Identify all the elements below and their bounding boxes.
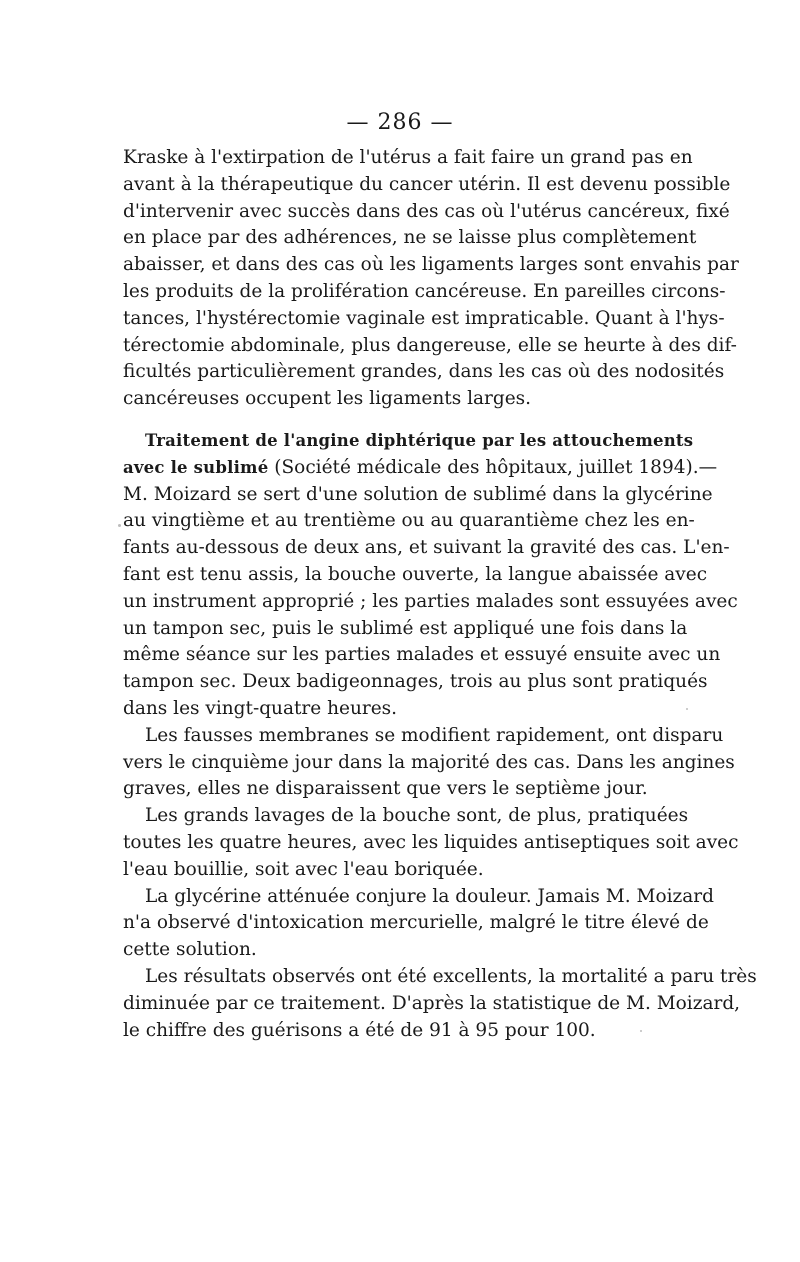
text-line: térectomie abdominale, plus dangereuse, elle se heurte à des dif- bbox=[123, 334, 737, 356]
scan-speck bbox=[640, 1030, 642, 1032]
text-line: Les résultats observés ont été excellents, la mortalité a paru très bbox=[145, 965, 757, 987]
scan-speck bbox=[118, 524, 121, 527]
text-line: l'eau bouillie, soit avec l'eau boriquée. bbox=[123, 858, 484, 880]
page-number: — 286 — bbox=[346, 110, 454, 135]
text-line: tances, l'hystérectomie vaginale est impraticable. Quant à l'hys- bbox=[123, 307, 725, 329]
text-line: fant est tenu assis, la bouche ouverte, la langue abaissée avec bbox=[123, 563, 708, 585]
text-line: M. Moizard se sert d'une solution de sublimé dans la glycérine bbox=[123, 483, 713, 505]
text-line: La glycérine atténuée conjure la douleur. Jamais M. Moizard bbox=[145, 885, 714, 907]
text-line: le chiffre des guérisons a été de 91 à 95 pour 100. bbox=[123, 1019, 596, 1041]
text-line: cette solution. bbox=[123, 939, 257, 961]
text-line: graves, elles ne disparaissent que vers le septième jour. bbox=[123, 778, 648, 800]
text-line: Les grands lavages de la bouche sont, de plus, pratiquées bbox=[145, 805, 689, 827]
text-line: tampon sec. Deux badigeonnages, trois au plus sont pratiqués bbox=[123, 671, 708, 693]
text-line: ficultés particulièrement grandes, dans les cas où des nodosités bbox=[123, 361, 725, 383]
text-line: un tampon sec, puis le sublimé est appliqué une fois dans la bbox=[123, 617, 688, 639]
text-line: toutes les quatre heures, avec les liquides antiseptiques soit avec bbox=[123, 831, 739, 853]
text-line: avant à la thérapeutique du cancer utérin. Il est devenu possible bbox=[123, 173, 731, 195]
article-heading-continued bbox=[123, 455, 718, 482]
scan-speck bbox=[686, 708, 688, 710]
paragraph-kraske bbox=[123, 145, 739, 413]
text-line: Les fausses membranes se modifient rapidement, ont disparu bbox=[145, 724, 724, 746]
text-line: fants au-dessous de deux ans, et suivant la gravité des cas. L'en- bbox=[123, 537, 730, 559]
text-line: diminuée par ce traitement. D'après la statistique de M. Moizard, bbox=[123, 992, 741, 1014]
text-line: cancéreuses occupent les ligaments larges. bbox=[123, 388, 532, 410]
text-line: dans les vingt-quatre heures. bbox=[123, 697, 398, 719]
article-source: (Société médicale des hôpitaux, juillet 1894).— bbox=[268, 456, 718, 478]
text-line: au vingtième et au trentième ou au quarantième chez les en- bbox=[123, 510, 695, 532]
text-line: vers le cinquième jour dans la majorité des cas. Dans les angines bbox=[123, 751, 735, 773]
text-line: un instrument approprié ; les parties malades sont essuyées avec bbox=[123, 590, 738, 612]
text-line: en place par des adhérences, ne se laisse plus complètement bbox=[123, 227, 697, 249]
article-angine-diphterique bbox=[123, 428, 757, 1044]
text-line: n'a observé d'intoxication mercurielle, malgré le titre élevé de bbox=[123, 912, 709, 934]
article-heading-bold: avec le sublimé bbox=[123, 457, 269, 477]
text-line: les produits de la prolifération cancéreuse. En pareilles circons- bbox=[123, 280, 726, 302]
text-line: même séance sur les parties malades et essuyé ensuite avec un bbox=[123, 644, 721, 666]
text-line: abaisser, et dans des cas où les ligaments larges sont envahis par bbox=[123, 254, 739, 276]
article-heading: Traitement de l'angine diphtérique par les attouchements bbox=[145, 431, 694, 450]
text-line: d'intervenir avec succès dans des cas où l'utérus cancéreux, fixé bbox=[123, 200, 730, 222]
text-line: Kraske à l'extirpation de l'utérus a fait faire un grand pas en bbox=[123, 147, 693, 168]
